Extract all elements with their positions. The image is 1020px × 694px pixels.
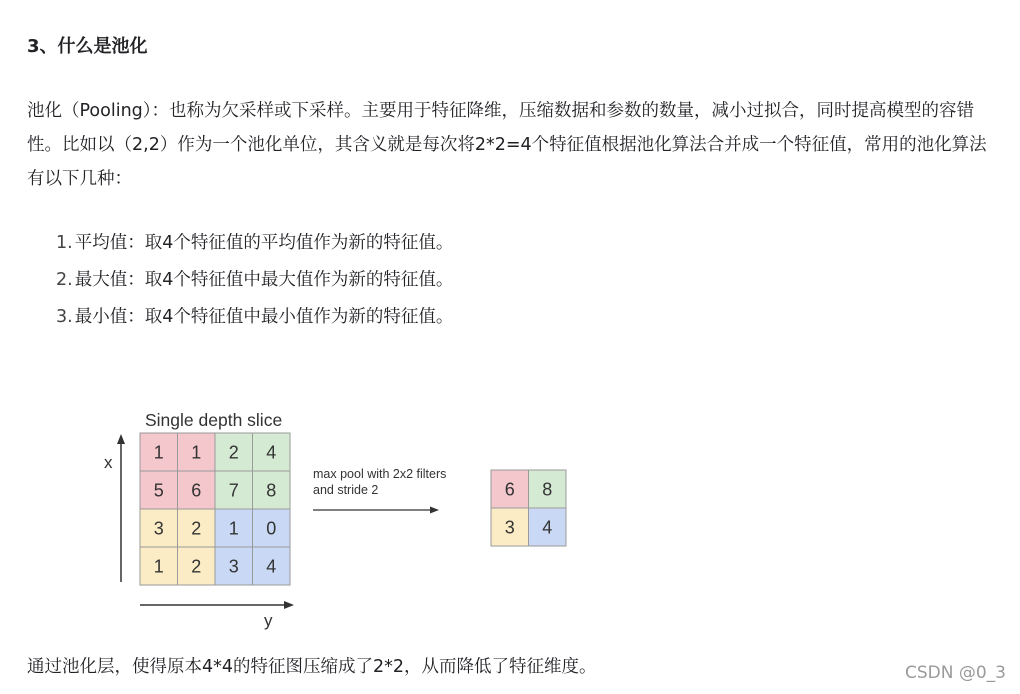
section-heading: 3、什么是池化 [27, 36, 148, 57]
output-grid-cell-value: 8 [542, 479, 553, 500]
list-item-text: 最大值：取4个特征值中最大值作为新的特征值。 [74, 270, 454, 290]
input-grid-cell-value: 8 [266, 480, 277, 501]
output-grid-cell-value: 3 [504, 517, 515, 538]
summary-paragraph: 通过池化层，使得原本4*4的特征图压缩成了2*2，从而降低了特征维度。 [27, 657, 597, 677]
input-grid-cell-value: 1 [153, 442, 164, 463]
input-grid-cell-value: 0 [266, 518, 277, 539]
list-item [56, 262, 453, 299]
intro-paragraph: 池化（Pooling）：也称为欠采样或下采样。主要用于特征降维，压缩数据和参数的数量，减小过拟合，同时提高模型的容错性。比如以（2,2）作为一个池化单位，其含义就是每次将2*2=4个特征值根据池化算法合并成一个特征值，常用的池化算法有以下几种： [27, 101, 987, 189]
list-item-text: 平均值：取4个特征值的平均值作为新的特征值。 [74, 233, 454, 253]
pool-arrowhead [430, 507, 439, 514]
input-grid-cell-value: 1 [191, 442, 202, 463]
list-item-number: 2. [56, 270, 73, 290]
input-grid-cell-value: 4 [266, 442, 277, 463]
input-grid-cell-value: 4 [266, 556, 277, 577]
input-grid-cell-value: 1 [228, 518, 239, 539]
x-axis-arrowhead [117, 434, 125, 444]
input-grid-cell-value: 2 [191, 556, 202, 577]
input-grid [140, 433, 290, 585]
input-grid-cell-value: 6 [191, 480, 202, 501]
pooling-methods-list [56, 225, 453, 336]
y-axis-label: y [264, 611, 273, 630]
max-pooling-diagram [0, 400, 620, 640]
input-grid-cell-value: 2 [191, 518, 202, 539]
input-grid-cell-value: 5 [153, 480, 164, 501]
list-item-number: 3. [56, 307, 73, 327]
max-pooling-diagram-svg [0, 400, 620, 640]
input-grid-cell-value: 3 [153, 518, 164, 539]
list-item-text: 最小值：取4个特征值中最小值作为新的特征值。 [74, 307, 454, 327]
list-item-number: 1. [56, 233, 73, 253]
input-grid-cell-value: 1 [153, 556, 164, 577]
input-grid-cell-value: 2 [228, 442, 239, 463]
figure-title: Single depth slice [145, 410, 283, 430]
output-grid [491, 470, 566, 546]
x-axis-label: x [104, 453, 113, 472]
csdn-watermark: CSDN @0_3 [904, 663, 1006, 683]
input-grid-cell-value: 3 [228, 556, 239, 577]
list-item [56, 225, 453, 262]
list-item [56, 299, 453, 336]
output-grid-cell-value: 6 [504, 479, 515, 500]
y-axis-arrowhead [284, 601, 294, 609]
input-grid-cell-value: 7 [228, 480, 239, 501]
arrow-label-line2: and stride 2 [313, 483, 379, 497]
output-grid-cell-value: 4 [542, 517, 553, 538]
arrow-label-line1: max pool with 2x2 filters [313, 467, 447, 481]
